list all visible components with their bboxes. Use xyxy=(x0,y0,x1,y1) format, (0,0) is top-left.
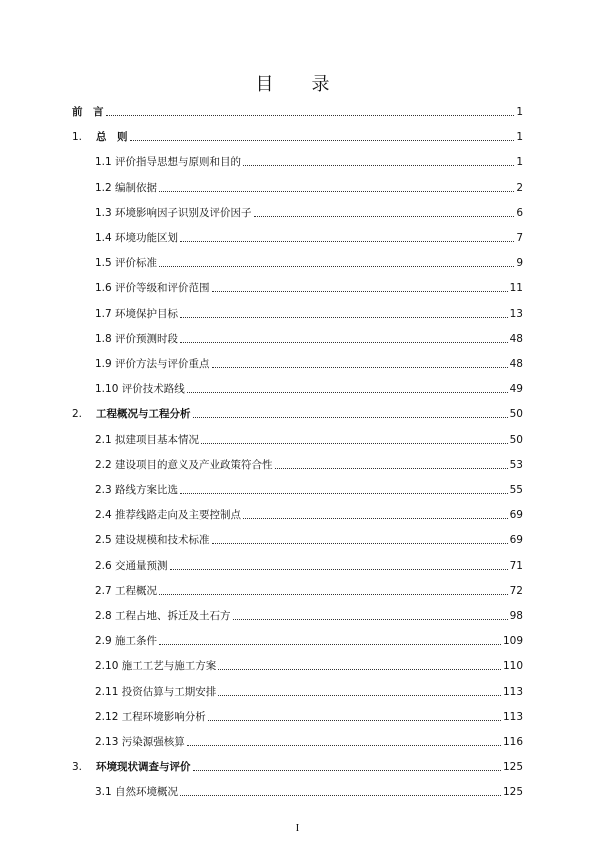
toc-entry-page: 50 xyxy=(509,433,523,446)
toc-entry-title: 1.2 编制依据 xyxy=(95,181,158,194)
toc-entry[interactable] xyxy=(72,129,523,145)
toc-leader-dots xyxy=(159,266,514,267)
toc-leader-dots xyxy=(187,392,508,393)
toc-entry[interactable] xyxy=(95,558,523,574)
toc-entry-title: 2.11 投资估算与工期安排 xyxy=(95,685,217,698)
toc-leader-dots xyxy=(193,770,501,771)
toc-entry-title: 1.1 评价指导思想与原则和目的 xyxy=(95,156,242,169)
toc-entry-page: 11 xyxy=(509,282,523,295)
toc-entry[interactable] xyxy=(95,734,523,750)
toc-leader-dots xyxy=(106,115,515,116)
toc-entry[interactable] xyxy=(95,583,523,599)
toc-entry-page: 116 xyxy=(502,736,523,748)
toc-entry-page: 113 xyxy=(502,710,523,723)
toc-leader-dots xyxy=(201,443,508,444)
toc-entry[interactable] xyxy=(95,658,523,674)
toc-entry-page: 1 xyxy=(516,106,523,118)
toc-leader-dots xyxy=(159,191,514,192)
toc-leader-dots xyxy=(130,140,515,141)
toc-entry-page: 48 xyxy=(509,358,523,370)
toc-entry-page: 2 xyxy=(516,181,523,194)
toc-entry[interactable] xyxy=(95,205,523,221)
toc-leader-dots xyxy=(243,165,514,166)
toc-entry-title: 2.3 路线方案比选 xyxy=(95,484,179,496)
toc-entry[interactable] xyxy=(72,406,523,422)
toc-entry-page: 72 xyxy=(509,584,523,597)
toc-entry-page: 71 xyxy=(509,559,523,572)
toc-entry-page: 98 xyxy=(509,610,523,622)
toc-entry-title: 前 言 xyxy=(72,106,104,118)
toc-entry-page: 13 xyxy=(509,307,523,320)
toc-leader-dots xyxy=(233,619,508,620)
toc-entry-number: 1. xyxy=(72,131,83,144)
toc-leader-dots xyxy=(159,594,508,595)
toc-leader-dots xyxy=(218,669,501,670)
toc-entry[interactable] xyxy=(95,608,523,624)
page-number: I xyxy=(295,822,300,834)
toc-entry-title: 1.10 评价技术路线 xyxy=(95,383,185,396)
toc-leader-dots xyxy=(193,417,508,418)
toc-entry[interactable] xyxy=(95,280,523,296)
toc-entry-page: 9 xyxy=(516,257,523,270)
toc-entry[interactable] xyxy=(95,432,523,448)
toc-entry-number: 2. xyxy=(72,408,83,421)
toc-entry-page: 6 xyxy=(516,206,523,219)
toc-entry-title: 2.12 工程环境影响分析 xyxy=(95,710,206,723)
page-title: 目 录 xyxy=(255,74,340,95)
toc-entry-title: 1.8 评价预测时段 xyxy=(95,332,179,345)
toc-entry-page: 125 xyxy=(502,761,523,774)
toc-leader-dots xyxy=(212,367,508,368)
toc-entry[interactable] xyxy=(95,709,523,725)
toc-leader-dots xyxy=(180,795,501,796)
toc-leader-dots xyxy=(180,241,514,242)
toc-leader-dots xyxy=(187,745,501,746)
toc-entry-page: 109 xyxy=(502,635,523,648)
toc-leader-dots xyxy=(159,644,501,645)
toc-entry[interactable] xyxy=(95,482,523,498)
toc-leader-dots xyxy=(180,342,508,343)
toc-entry[interactable] xyxy=(95,356,523,372)
toc-entry[interactable] xyxy=(95,381,523,397)
toc-entry-title: 1.5 评价标准 xyxy=(95,257,158,270)
toc-entry-page: 69 xyxy=(509,534,523,547)
toc-entry[interactable] xyxy=(95,784,523,800)
toc-entry[interactable] xyxy=(95,154,523,170)
toc-leader-dots xyxy=(243,518,508,519)
toc-entry[interactable] xyxy=(72,759,523,775)
toc-entry[interactable] xyxy=(72,104,523,120)
toc-entry-page: 53 xyxy=(509,458,523,471)
toc-entry-page: 110 xyxy=(502,660,523,673)
toc-leader-dots xyxy=(254,216,515,217)
toc-entry[interactable] xyxy=(95,230,523,246)
toc-entry-page: 113 xyxy=(502,685,523,698)
toc-entry-title: 1.3 环境影响因子识别及评价因子 xyxy=(95,206,252,219)
toc-entry-title: 1.7 环境保护目标 xyxy=(95,307,179,320)
toc-entry-page: 50 xyxy=(509,408,523,421)
toc-entry-title: 环境现状调查与评价 xyxy=(96,761,191,774)
toc-leader-dots xyxy=(170,569,508,570)
toc-entry[interactable] xyxy=(95,306,523,322)
toc-leader-dots xyxy=(180,493,508,494)
toc-entry[interactable] xyxy=(95,457,523,473)
toc-entry-page: 125 xyxy=(502,786,523,799)
toc-entry-title: 2.9 施工条件 xyxy=(95,635,158,648)
toc-leader-dots xyxy=(218,695,501,696)
toc-leader-dots xyxy=(275,468,508,469)
toc-entry-title: 1.6 评价等级和评价范围 xyxy=(95,282,210,295)
toc-leader-dots xyxy=(212,291,508,292)
toc-entry-title: 2.5 建设规模和技术标准 xyxy=(95,534,210,547)
toc-entry-title: 总 则 xyxy=(96,131,128,144)
toc-entry[interactable] xyxy=(95,331,523,347)
toc-entry[interactable] xyxy=(95,180,523,196)
toc-leader-dots xyxy=(180,317,508,318)
toc-entry-title: 1.9 评价方法与评价重点 xyxy=(95,358,210,370)
toc-entry[interactable] xyxy=(95,255,523,271)
toc-leader-dots xyxy=(208,720,501,721)
toc-entry-title: 2.4 推荐线路走向及主要控制点 xyxy=(95,509,242,522)
toc-entry-title: 2.2 建设项目的意义及产业政策符合性 xyxy=(95,458,273,471)
toc-entry-page: 55 xyxy=(509,484,523,496)
toc-entry-page: 7 xyxy=(516,232,523,244)
toc-leader-dots xyxy=(212,543,508,544)
toc-entry[interactable] xyxy=(95,633,523,649)
toc-entry-title: 2.10 施工工艺与施工方案 xyxy=(95,660,217,673)
toc-entry-page: 1 xyxy=(516,131,523,144)
toc-entry-title: 2.1 拟建项目基本情况 xyxy=(95,433,200,446)
toc-entry-page: 1 xyxy=(516,156,523,169)
toc-entry[interactable] xyxy=(95,507,523,523)
toc-entry-title: 2.13 污染源强核算 xyxy=(95,736,185,748)
toc-entry[interactable] xyxy=(95,684,523,700)
toc-entry-title: 2.7 工程概况 xyxy=(95,584,158,597)
toc-entry-title: 1.4 环境功能区划 xyxy=(95,232,179,244)
toc-entry-page: 49 xyxy=(509,383,523,396)
toc-entry-page: 69 xyxy=(509,509,523,522)
toc-entry-title: 工程概况与工程分析 xyxy=(96,408,191,421)
toc-entry-page: 48 xyxy=(509,332,523,345)
toc-entry-title: 2.8 工程占地、拆迁及土石方 xyxy=(95,610,231,622)
toc-entry-title: 2.6 交通量预测 xyxy=(95,559,168,572)
toc-entry[interactable] xyxy=(95,532,523,548)
toc-entry-number: 3. xyxy=(72,761,83,774)
toc-entry-title: 3.1 自然环境概况 xyxy=(95,786,179,799)
